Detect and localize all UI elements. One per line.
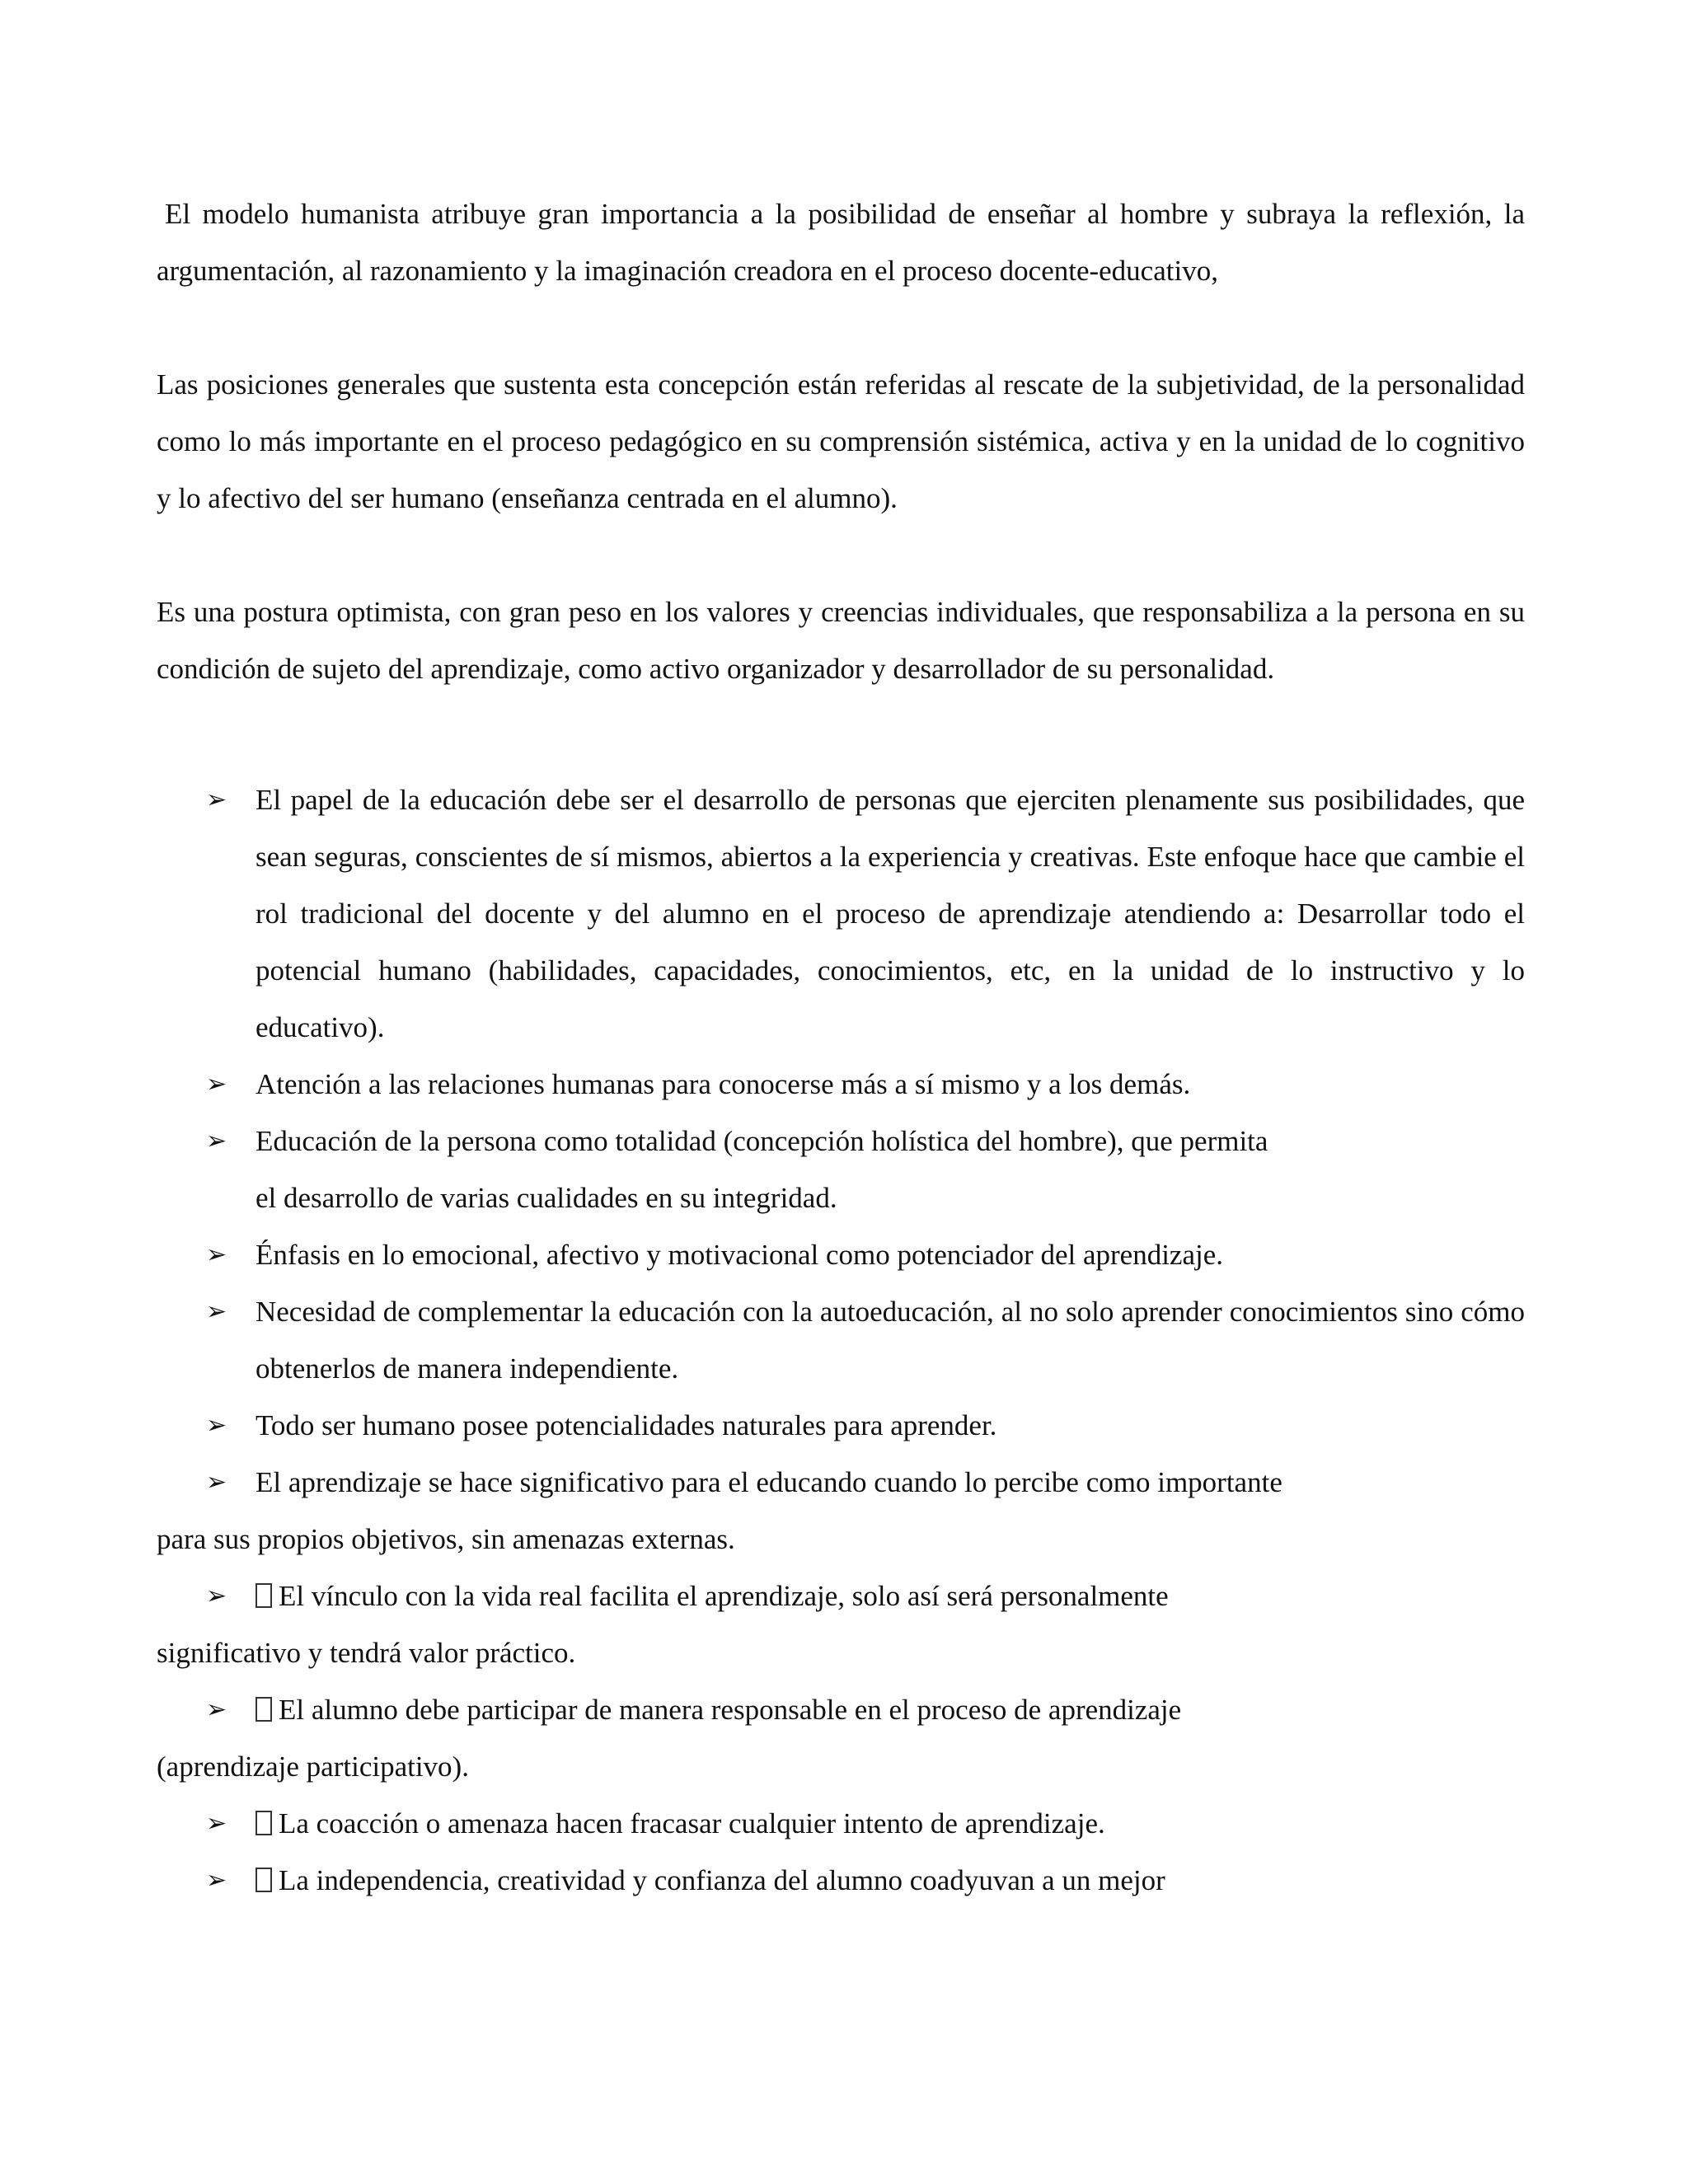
list-item-text: El aprendizaje se hace significativo para el educando cuando lo percibe como importante para sus propios objetivos, sin amenazas externas. — [157, 1466, 1282, 1555]
arrowhead-bullet-icon: ➢ — [206, 1866, 227, 1895]
list-item — [157, 1226, 1525, 1283]
missing-glyph-icon — [256, 1811, 272, 1835]
list-item — [157, 1681, 1327, 1795]
paragraph-general-positions: Las posiciones generales que sustenta esta concepción están referidas al rescate de la subjetividad, de la personalidad como lo más importante en el proceso pedagógico en su comprensión sistémica, activa y en la unidad de lo cognitivo y lo afectivo del ser humano (enseñanza centrada en el alumno). — [157, 368, 1525, 514]
list-item-text: Todo ser humano posee potencialidades naturales para aprender. — [256, 1409, 997, 1441]
list-item — [157, 1454, 1294, 1568]
list-item — [157, 1283, 1525, 1397]
spacer — [157, 697, 1525, 771]
arrowhead-bullet-icon: ➢ — [206, 1297, 227, 1326]
list-item-text: Educación de la persona como totalidad (concepción holística del hombre), que permita el desarrollo de varias cualidades en su integridad. — [256, 1125, 1268, 1214]
bullet-list — [157, 771, 1525, 1909]
list-item-text: El vínculo con la vida real facilita el aprendizaje, solo así será personalmente significativo y tendrá valor práctico. — [157, 1580, 1169, 1669]
paragraph-humanist-model: El modelo humanista atribuye gran importancia a la posibilidad de enseñar al hombre y subraya la reflexión, la argumentación, al razonamiento y la imaginación creadora en el proceso docente-educativo, — [157, 198, 1525, 287]
list-item — [157, 1113, 1525, 1226]
list-item — [157, 1852, 1525, 1909]
list-item — [157, 1568, 1311, 1681]
list-item-text: Necesidad de complementar la educación con la autoeducación, al no solo aprender conocimientos sino cómo obtenerlos de manera independiente. — [256, 1296, 1525, 1385]
list-item-text: Atención a las relaciones humanas para conocerse más a sí mismo y a los demás. — [256, 1068, 1191, 1100]
list-item — [157, 1056, 1525, 1113]
list-item-text: La coacción o amenaza hacen fracasar cualquier intento de aprendizaje. — [279, 1807, 1105, 1840]
arrowhead-bullet-icon: ➢ — [206, 1695, 227, 1724]
list-item-text: El papel de la educación debe ser el desarrollo de personas que ejerciten plenamente sus posibilidades, que sean seguras, conscientes de sí mismos, abiertos a la experiencia y creativas. Este enfoque hace que cambie el rol tradicional del docente y del alumno en el proceso de aprendizaje atendiendo a: Desarrollar todo el potencial humano (habilidades, capacidades, conocimientos, etc, en la unidad de lo instructivo y lo educativo). — [256, 784, 1525, 1043]
missing-glyph-icon — [256, 1697, 272, 1722]
arrowhead-bullet-icon: ➢ — [206, 785, 227, 814]
list-item — [157, 1397, 1525, 1454]
arrowhead-bullet-icon: ➢ — [206, 1411, 227, 1440]
arrowhead-bullet-icon: ➢ — [206, 1070, 227, 1099]
arrowhead-bullet-icon: ➢ — [206, 1127, 227, 1155]
missing-glyph-icon — [256, 1868, 272, 1892]
document-page — [157, 185, 1525, 1909]
list-item — [157, 771, 1525, 1056]
list-item-text: Énfasis en lo emocional, afectivo y motivacional como potenciador del aprendizaje. — [256, 1239, 1224, 1271]
missing-glyph-icon — [256, 1583, 272, 1608]
spacer — [157, 299, 1525, 356]
paragraph-optimistic-posture: Es una postura optimista, con gran peso en los valores y creencias individuales, que responsabiliza a la persona en su condición de sujeto del aprendizaje, como activo organizador y desarrollador de su personalidad. — [157, 596, 1525, 685]
arrowhead-bullet-icon: ➢ — [206, 1240, 227, 1269]
list-item — [157, 1795, 1525, 1852]
arrowhead-bullet-icon: ➢ — [206, 1809, 227, 1838]
arrowhead-bullet-icon: ➢ — [206, 1582, 227, 1610]
spacer — [157, 527, 1525, 583]
list-item-text: El alumno debe participar de manera responsable en el proceso de aprendizaje (aprendizaje participativo). — [157, 1694, 1182, 1783]
list-item-text: La independencia, creatividad y confianza del alumno coadyuvan a un mejor — [279, 1864, 1165, 1896]
arrowhead-bullet-icon: ➢ — [206, 1468, 227, 1497]
